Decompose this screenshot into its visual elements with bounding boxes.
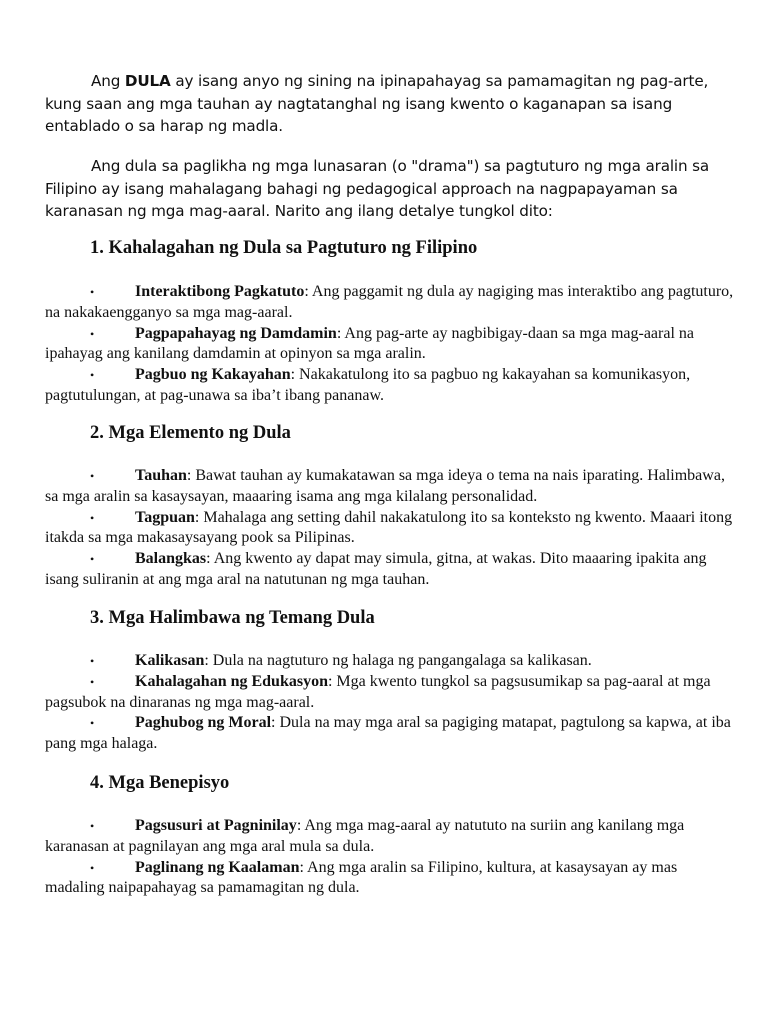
intro-paragraph-2: Ang dula sa paglikha ng mga lunasaran (o "drama") sa pagtuturo ng mga aralin sa Filipino ay isang mahalagang bahagi ng pedagogical approach na nagpapayaman sa karanasan ng mga mag-aaral. Narito ang ilang detalye tungkol dito: (45, 157, 710, 220)
item-term: Paghubog ng Moral (135, 714, 272, 732)
section-heading-3: 3. Mga Halimbawa ng Temang Dula (90, 608, 375, 628)
list-item (45, 651, 735, 672)
item-term: Paglinang ng Kaalaman (135, 858, 300, 876)
list-item (45, 508, 735, 550)
bullet-icon: • (90, 674, 95, 689)
bullet-icon: • (90, 860, 95, 875)
item-text: : Dula na nagtuturo ng halaga ng pangangalaga sa kalikasan. (204, 652, 592, 669)
section-list-3 (45, 651, 735, 755)
item-text: : Ang paggamit ng dula ay nagiging mas interaktibo ang pagtuturo, na nakakaengganyo sa mga mag-aaral. (45, 283, 734, 321)
item-term: Pagbuo ng Kakayahan (135, 366, 291, 384)
list-item (45, 466, 735, 508)
section-list-2 (45, 466, 735, 591)
bullet-icon: • (90, 469, 95, 483)
item-term: Kahalagahan ng Edukasyon (135, 672, 328, 690)
item-text: : Mahalaga ang setting dahil nakakatulong ito sa konteksto ng kwento. Maaari itong itakda sa mga makasaysayang pook sa Pilipinas. (45, 508, 733, 547)
item-text: : Mga kwento tungkol sa pagsusumikap sa pag-aaral at mga pagsubok na dinaranas ng mga mag-aaral. (45, 672, 711, 711)
item-text: : Nakakatulong ito sa pagbuo ng kakayahan sa komunikasyon, pagtutulungan, at pag-unawa sa iba’t ibang pananaw. (45, 366, 691, 404)
bullet-icon: • (90, 285, 95, 299)
item-term: Tagpuan (135, 508, 195, 526)
bullet-icon: • (90, 819, 95, 833)
intro-bold-term: DULA (124, 72, 171, 90)
item-term: Interaktibong Pagkatuto (135, 283, 305, 300)
item-text: : Ang mga aralin sa Filipino, kultura, at kasaysayan ay mas madaling naipapahayag sa pamamagitan ng dula. (45, 858, 678, 897)
bullet-icon: • (90, 326, 95, 341)
item-term: Kalikasan (135, 652, 205, 669)
item-term: Balangkas (135, 550, 207, 568)
intro-text-after: ay isang anyo ng sining na ipinapahayag sa pamamagitan ng pag-arte, kung saan ang mga tauhan ay nagtatanghal ng isang kwento o kaganapan sa isang entablado o sa harap ng madla. (45, 72, 709, 135)
item-term: Pagpapahayag ng Damdamin (135, 324, 337, 342)
list-item (45, 549, 735, 591)
list-item (45, 365, 735, 407)
list-item (45, 324, 735, 366)
intro-text-before: Ang (91, 72, 125, 90)
item-text: : Ang kwento ay dapat may simula, gitna, at wakas. Dito maaaring ipakita ang isang suliranin at ang mga aral na natutunan ng mga tauhan. (45, 550, 707, 588)
bullet-icon: • (90, 552, 95, 567)
section-heading-1: 1. Kahalagahan ng Dula sa Pagtuturo ng Filipino (90, 238, 478, 258)
item-text: : Dula na may mga aral sa pagiging matapat, pagtulong sa kapwa, at iba pang mga halaga. (45, 714, 731, 753)
item-text: : Ang pag-arte ay nagbibigay-daan sa mga mag-aaral na ipahayag ang kanilang damdamin at opinyon sa mga aralin. (45, 324, 695, 363)
bullet-icon: • (90, 716, 95, 731)
section-list-4 (45, 816, 735, 899)
section-list-1 (45, 282, 735, 407)
bullet-icon: • (90, 510, 95, 525)
bullet-icon: • (90, 368, 95, 383)
list-item (45, 672, 735, 714)
intro-paragraph-1 (45, 70, 735, 138)
item-text: : Bawat tauhan ay kumakatawan sa mga ideya o tema na nais iparating. Halimbawa, sa mga aralin sa kasaysayan, maaaring isama ang mga kilalang personalidad. (45, 467, 725, 505)
bullet-icon: • (90, 654, 95, 668)
item-term: Tauhan (135, 467, 187, 484)
item-text: : Ang mga mag-aaral ay natututo na suriin ang kanilang mga karanasan at pagnilayan ang mga aral mula sa dula. (45, 817, 685, 855)
list-item (45, 858, 735, 900)
list-item (45, 816, 735, 858)
section-heading-2: 2. Mga Elemento ng Dula (90, 423, 291, 443)
list-item (45, 282, 735, 324)
list-item (45, 713, 735, 755)
section-heading-4: 4. Mga Benepisyo (90, 773, 230, 793)
item-term: Pagsusuri at Pagninilay (135, 817, 297, 834)
